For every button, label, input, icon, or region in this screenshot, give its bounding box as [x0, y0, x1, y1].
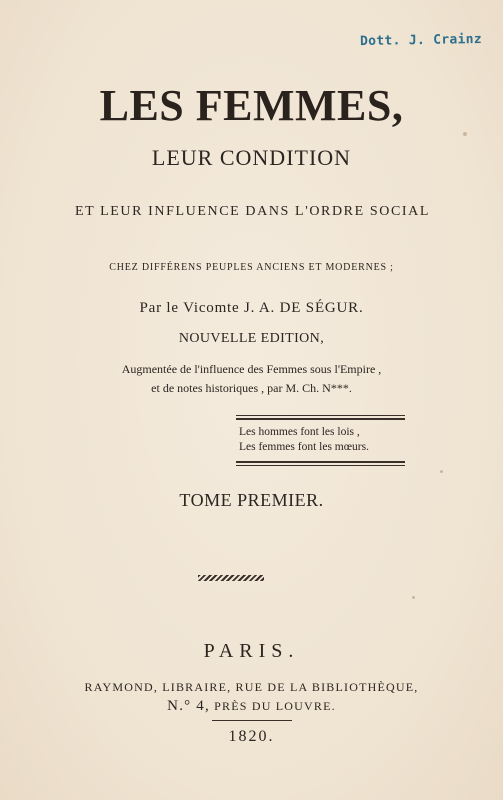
author-line: Par le Vicomte J. A. DE SÉGUR. — [139, 300, 364, 316]
imprint-publisher: RAYMOND, LIBRAIRE, RUE DE LA BIBLIOTHÈQUE, — [84, 680, 419, 694]
imprint-address — [0, 698, 503, 715]
paper-spot — [412, 596, 415, 599]
book-subtitle-3: CHEZ DIFFÉRENS PEUPLES ANCIENS ET MODERNES ; — [109, 262, 394, 273]
epigraph-line-2: Les femmes font les mœurs. — [239, 441, 369, 453]
book-title: LES FEMMES, — [99, 81, 404, 130]
augmentation-line-2: et de notes historiques , par M. Ch. N***. — [151, 381, 352, 395]
augmentation-line-1: Augmentée de l'influence des Femmes sous l'Empire , — [121, 362, 382, 376]
book-subtitle-2: ET LEUR INFLUENCE DANS L'ORDRE SOCIAL — [74, 204, 431, 219]
imprint-address-rest: PRÈS DU LOUVRE. — [214, 699, 336, 713]
imprint-year: 1820. — [228, 728, 275, 745]
imprint-rule — [212, 720, 292, 721]
paper-spot — [463, 132, 467, 136]
paper-spot — [440, 470, 443, 473]
ownership-stamp: Dott. J. Crainz — [359, 31, 483, 50]
imprint-address-number: N.° 4, — [167, 698, 210, 714]
imprint-city: PARIS. — [203, 640, 300, 662]
ornament-divider — [198, 575, 264, 581]
edition-line: NOUVELLE EDITION, — [178, 331, 325, 346]
epigraph-line-1: Les hommes font les lois , — [239, 426, 360, 438]
book-subtitle: LEUR CONDITION — [151, 145, 352, 170]
volume-label: TOME PREMIER. — [179, 490, 324, 510]
augmentation-note — [0, 360, 503, 398]
epigraph — [236, 418, 405, 463]
